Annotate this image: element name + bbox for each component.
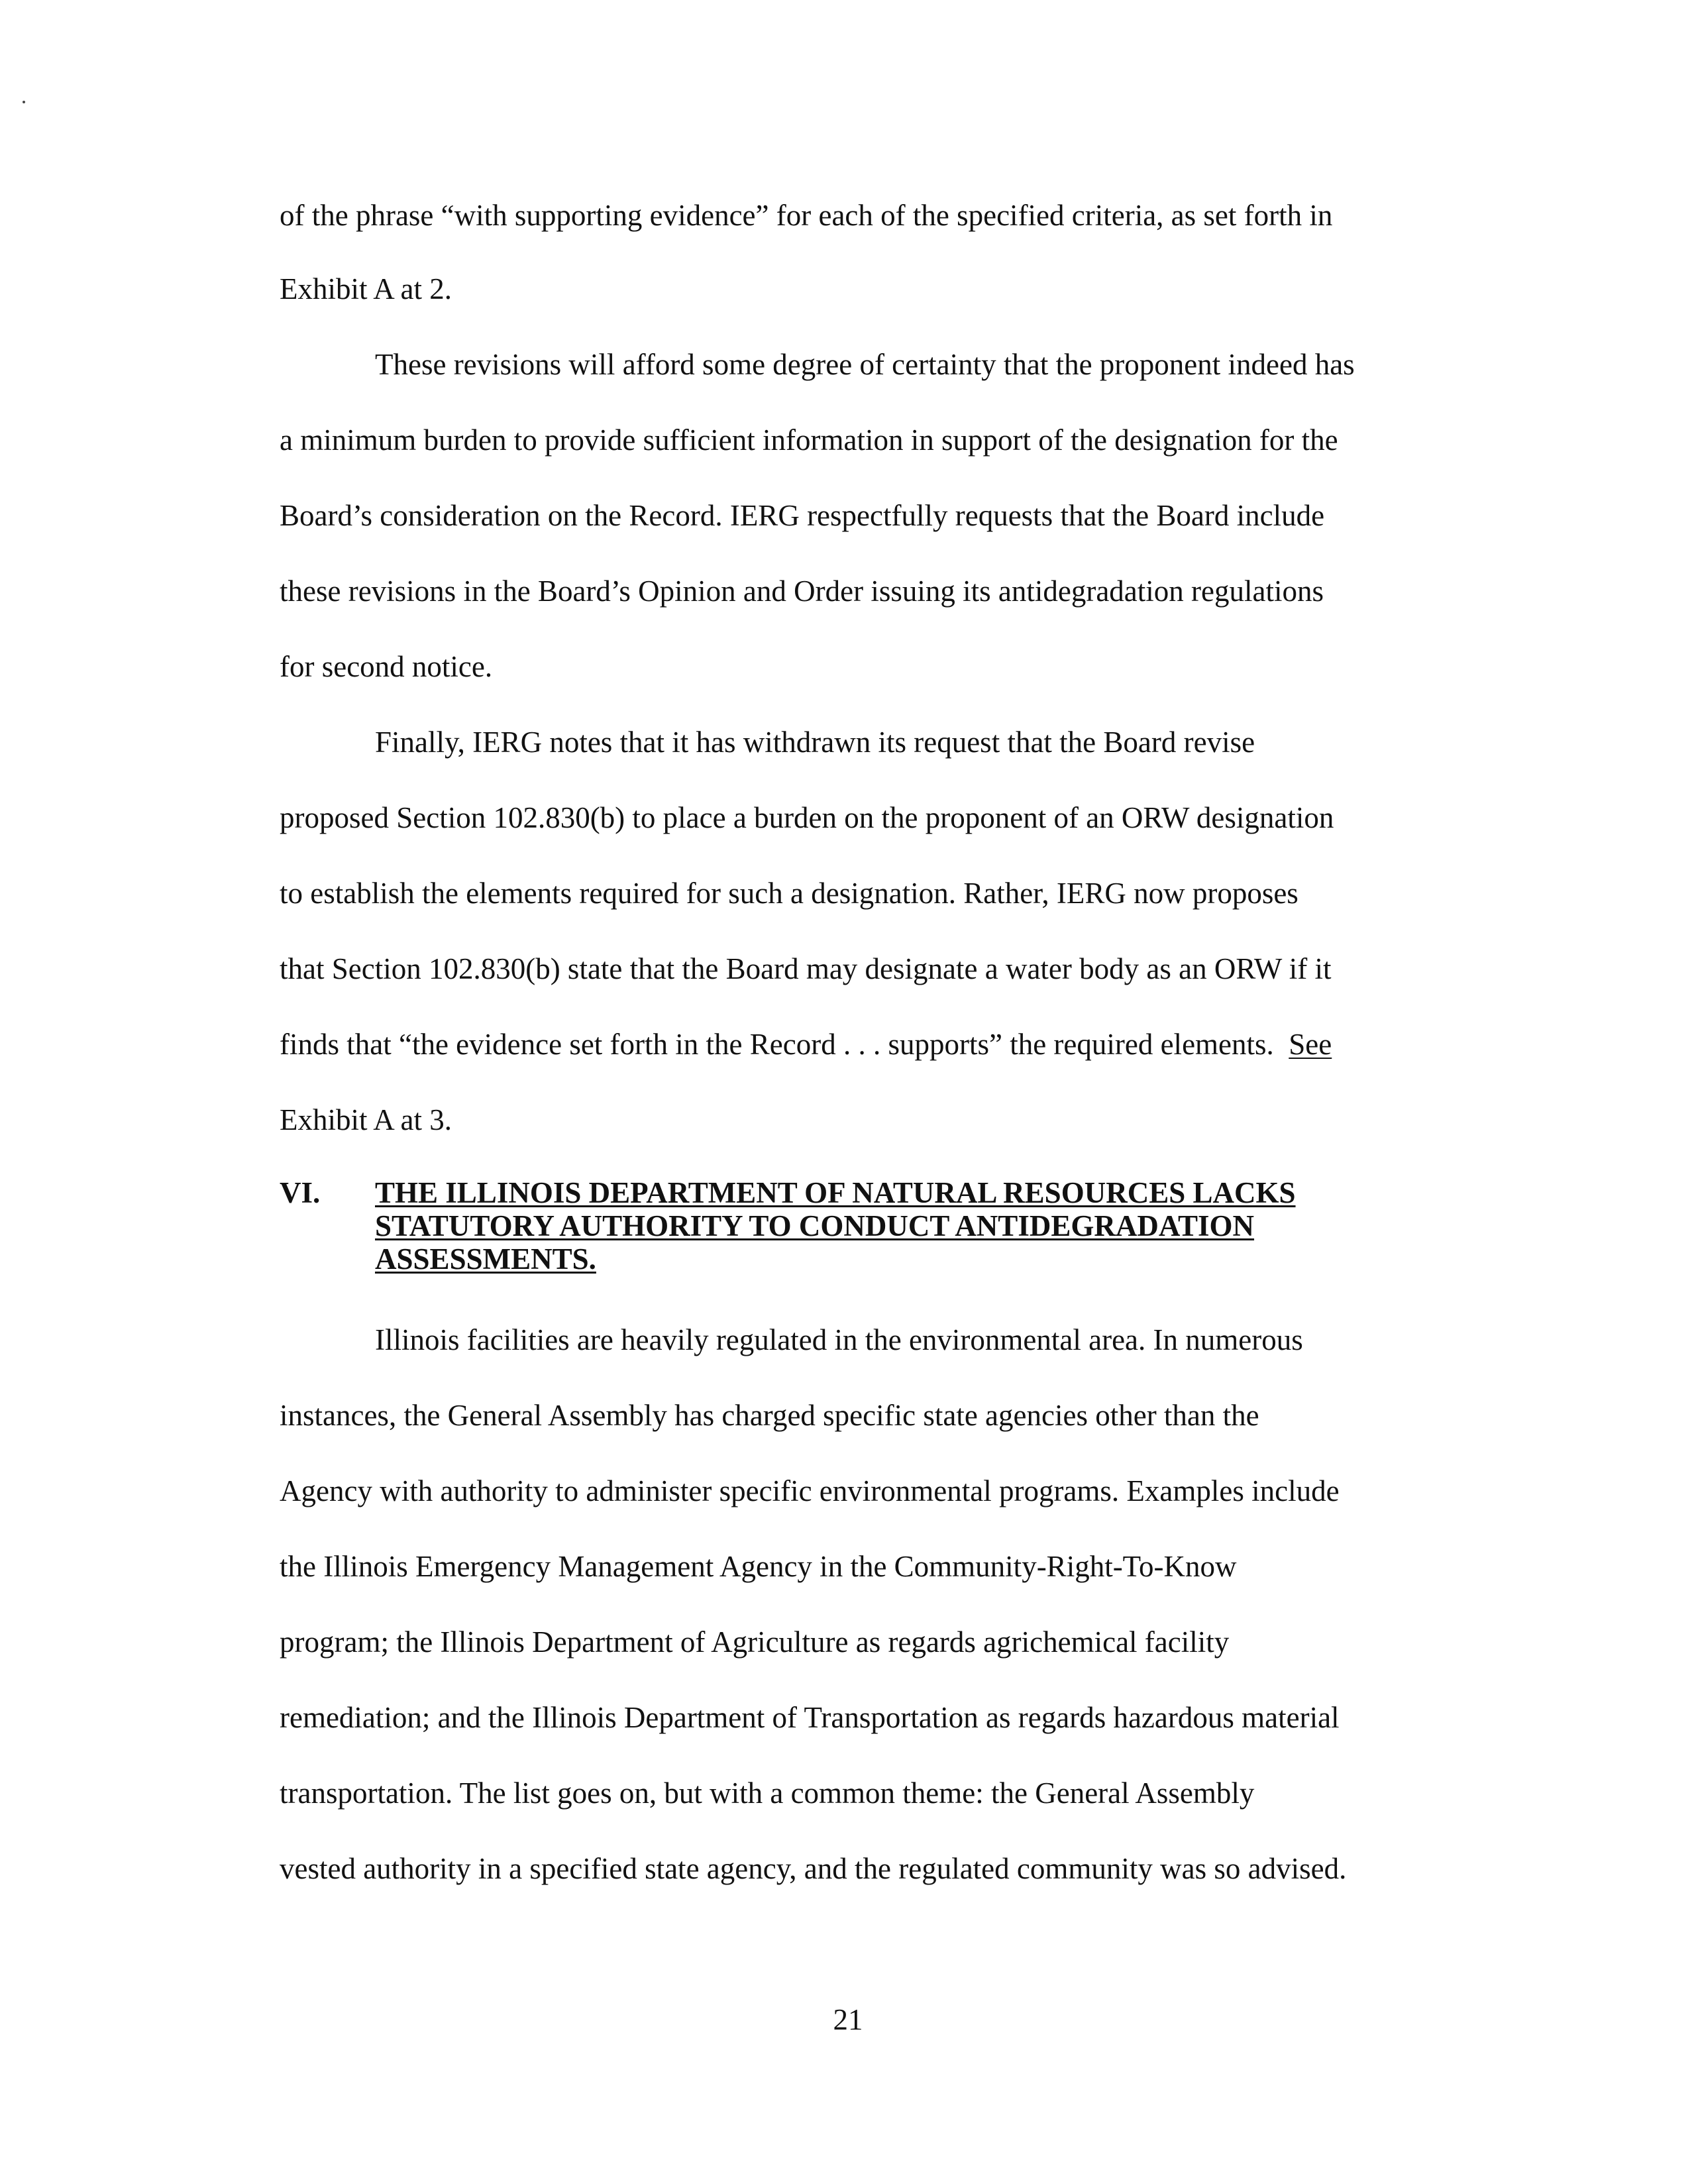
- page-number: 21: [833, 2003, 863, 2036]
- finally-paragraph-line-1: Finally, IERG notes that it has withdrawn its request that the Board revise: [375, 726, 1255, 759]
- finally-paragraph-line-2: proposed Section 102.830(b) to place a burden on the proponent of an ORW designation: [280, 801, 1334, 834]
- illinois-paragraph-line-6: remediation; and the Illinois Department of Transportation as regards hazardous material: [280, 1701, 1340, 1734]
- finally-paragraph-line-5-text: finds that “the evidence set forth in the Record . . . supports” the required elements.: [280, 1028, 1289, 1061]
- section-heading-line-3: ASSESSMENTS.: [375, 1242, 596, 1276]
- finally-paragraph-line-4: that Section 102.830(b) state that the Board may designate a water body as an ORW if it: [280, 952, 1332, 985]
- illinois-paragraph-line-3: Agency with authority to administer specific environmental programs. Examples include: [280, 1474, 1340, 1507]
- see-citation: See: [1289, 1028, 1332, 1061]
- section-number: VI.: [280, 1176, 321, 1209]
- revisions-paragraph-line-4: these revisions in the Board’s Opinion and Order issuing its antidegradation regulations: [280, 574, 1324, 608]
- continuation-line-1: of the phrase “with supporting evidence” for each of the specified criteria, as set forth in: [280, 199, 1333, 232]
- illinois-paragraph-line-1: Illinois facilities are heavily regulated in the environmental area. In numerous: [375, 1323, 1303, 1356]
- illinois-paragraph-line-8: vested authority in a specified state agency, and the regulated community was so advised.: [280, 1852, 1347, 1885]
- illinois-paragraph-line-7: transportation. The list goes on, but with a common theme: the General Assembly: [280, 1776, 1255, 1810]
- finally-paragraph-line-6: Exhibit A at 3.: [280, 1103, 452, 1136]
- scan-speck: [23, 101, 25, 103]
- continuation-line-2: Exhibit A at 2.: [280, 272, 452, 305]
- section-heading-line-2: STATUTORY AUTHORITY TO CONDUCT ANTIDEGRADATION: [375, 1209, 1255, 1242]
- revisions-paragraph-line-5: for second notice.: [280, 650, 493, 683]
- illinois-paragraph-line-2: instances, the General Assembly has charged specific state agencies other than the: [280, 1399, 1259, 1432]
- finally-paragraph-line-5: [280, 1026, 1332, 1063]
- illinois-paragraph-line-4: the Illinois Emergency Management Agency in the Community-Right-To-Know: [280, 1550, 1237, 1583]
- revisions-paragraph-line-3: Board’s consideration on the Record. IERG respectfully requests that the Board include: [280, 499, 1325, 532]
- illinois-paragraph-line-5: program; the Illinois Department of Agriculture as regards agrichemical facility: [280, 1625, 1230, 1659]
- section-heading-line-1: THE ILLINOIS DEPARTMENT OF NATURAL RESOURCES LACKS: [375, 1176, 1296, 1209]
- revisions-paragraph-line-2: a minimum burden to provide sufficient information in support of the designation for the: [280, 423, 1338, 457]
- revisions-paragraph-line-1: These revisions will afford some degree of certainty that the proponent indeed has: [375, 348, 1355, 381]
- finally-paragraph-line-3: to establish the elements required for such a designation. Rather, IERG now proposes: [280, 877, 1298, 910]
